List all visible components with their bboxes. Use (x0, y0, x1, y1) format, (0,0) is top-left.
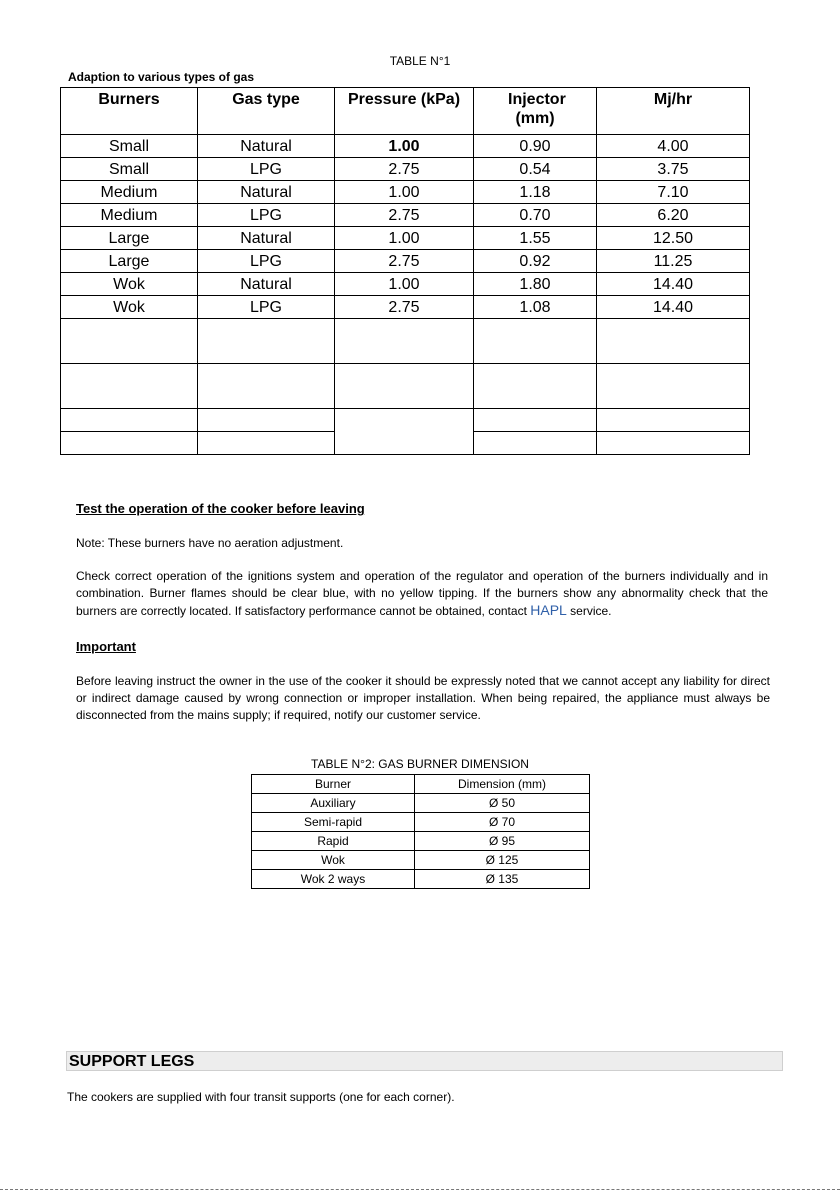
table1-caption: TABLE N°1 (389, 54, 451, 68)
table-row (61, 158, 750, 181)
table-cell: LPG (198, 250, 335, 273)
empty-cell (198, 409, 335, 432)
table-cell: Wok (61, 273, 198, 296)
table-cell: 1.55 (474, 227, 597, 250)
table-cell: 2.75 (335, 158, 474, 181)
table-cell: 2.75 (335, 296, 474, 319)
important-paragraph: Before leaving instruct the owner in the use of the cooker it should be expressly noted that we cannot accept any liability for direct or indirect damage caused by wrong connection or improper installation. When being repaired, the appliance must always be disconnected from the mains supply; if required, notify our customer service. (76, 674, 770, 722)
table-cell: Medium (61, 181, 198, 204)
empty-cell (61, 432, 198, 455)
table-cell: Natural (198, 181, 335, 204)
header-dimension: Dimension (mm) (415, 775, 590, 794)
aeration-note: Note: These burners have no aeration adjustment. (76, 536, 344, 550)
support-legs-heading: SUPPORT LEGS (66, 1051, 783, 1071)
brand-name: HAPL (530, 602, 567, 618)
table-cell: Wok (252, 851, 415, 870)
empty-cell (597, 364, 750, 409)
table-row (61, 273, 750, 296)
table-row (61, 204, 750, 227)
table-row (252, 851, 590, 870)
table-cell: 0.54 (474, 158, 597, 181)
table-cell: 12.50 (597, 227, 750, 250)
support-legs-text: The cookers are supplied with four transit supports (one for each corner). (67, 1090, 455, 1104)
table-cell: Wok (61, 296, 198, 319)
table2-caption: TABLE N°2: GAS BURNER DIMENSION (311, 757, 529, 771)
empty-cell (474, 432, 597, 455)
table-header-row (61, 88, 750, 135)
table-cell: 1.00 (335, 181, 474, 204)
table-cell: Rapid (252, 832, 415, 851)
empty-row (61, 364, 750, 409)
empty-cell (474, 364, 597, 409)
table-row (61, 135, 750, 158)
empty-cell (198, 432, 335, 455)
header-pressure: Pressure (kPa) (335, 88, 474, 135)
table-cell: Large (61, 227, 198, 250)
empty-cell (597, 432, 750, 455)
header-gas-type: Gas type (198, 88, 335, 135)
table1-subtitle: Adaption to various types of gas (68, 70, 255, 84)
table-cell: Small (61, 135, 198, 158)
table-row (61, 227, 750, 250)
table-cell: Small (61, 158, 198, 181)
table-row (252, 794, 590, 813)
important-heading: Important (76, 639, 136, 654)
table-cell: 0.90 (474, 135, 597, 158)
table-row (252, 813, 590, 832)
check-text: Check correct operation of the ignitions system and operation of the regulator and operation of the burners individually and in combination. Burner flames should be clear blue, with no yellow tipping. If the burners show any abnormality check that the burners are correctly located. If satisfactory performance cannot be obtained, contact (76, 569, 768, 618)
table-cell: Ø 125 (415, 851, 590, 870)
table-cell: 0.70 (474, 204, 597, 227)
header-burner: Burner (252, 775, 415, 794)
table-cell: 2.75 (335, 250, 474, 273)
table-cell: Ø 95 (415, 832, 590, 851)
table-cell: Medium (61, 204, 198, 227)
table-cell: 1.80 (474, 273, 597, 296)
table-cell: LPG (198, 158, 335, 181)
empty-cell (198, 319, 335, 364)
table-row (61, 250, 750, 273)
header-mj-hr: Mj/hr (597, 88, 750, 135)
table-cell: 11.25 (597, 250, 750, 273)
table-cell: Large (61, 250, 198, 273)
empty-cell (61, 319, 198, 364)
table-row (61, 296, 750, 319)
table-cell: Natural (198, 227, 335, 250)
table-cell: 7.10 (597, 181, 750, 204)
empty-cell (61, 364, 198, 409)
table-cell: 1.08 (474, 296, 597, 319)
table-cell: Ø 70 (415, 813, 590, 832)
table-cell: Wok 2 ways (252, 870, 415, 889)
table-cell: 0.92 (474, 250, 597, 273)
empty-cell (335, 364, 474, 409)
empty-cell (198, 364, 335, 409)
table-cell: 14.40 (597, 296, 750, 319)
empty-cell (335, 319, 474, 364)
empty-cell (335, 409, 474, 455)
header-injector: Injector (mm) (474, 88, 597, 135)
table-header-row (252, 775, 590, 794)
empty-cell (597, 319, 750, 364)
table-cell: 2.75 (335, 204, 474, 227)
table-cell: 6.20 (597, 204, 750, 227)
page-bottom-divider (0, 1189, 840, 1190)
table-cell: 1.00 (335, 135, 474, 158)
table-cell: 1.00 (335, 273, 474, 296)
empty-cell (61, 409, 198, 432)
table-row (252, 870, 590, 889)
empty-row (61, 409, 750, 432)
check-text-end: service. (566, 604, 612, 618)
table-cell: 3.75 (597, 158, 750, 181)
table-cell: LPG (198, 204, 335, 227)
table-cell: LPG (198, 296, 335, 319)
header-burners: Burners (61, 88, 198, 135)
table-row (61, 181, 750, 204)
table-cell: 4.00 (597, 135, 750, 158)
table-cell: Natural (198, 135, 335, 158)
empty-cell (474, 319, 597, 364)
burner-dimension-table (251, 774, 590, 889)
empty-cell (474, 409, 597, 432)
table-cell: 14.40 (597, 273, 750, 296)
test-operation-heading: Test the operation of the cooker before leaving (76, 501, 365, 516)
table-cell: Semi-rapid (252, 813, 415, 832)
check-operation-paragraph (76, 568, 768, 620)
table-cell: 1.18 (474, 181, 597, 204)
empty-row (61, 319, 750, 364)
table-row (252, 832, 590, 851)
table-cell: Ø 135 (415, 870, 590, 889)
gas-adaption-table (60, 87, 750, 455)
table-cell: Ø 50 (415, 794, 590, 813)
table-cell: Natural (198, 273, 335, 296)
table-cell: Auxiliary (252, 794, 415, 813)
empty-cell (597, 409, 750, 432)
table-cell: 1.00 (335, 227, 474, 250)
